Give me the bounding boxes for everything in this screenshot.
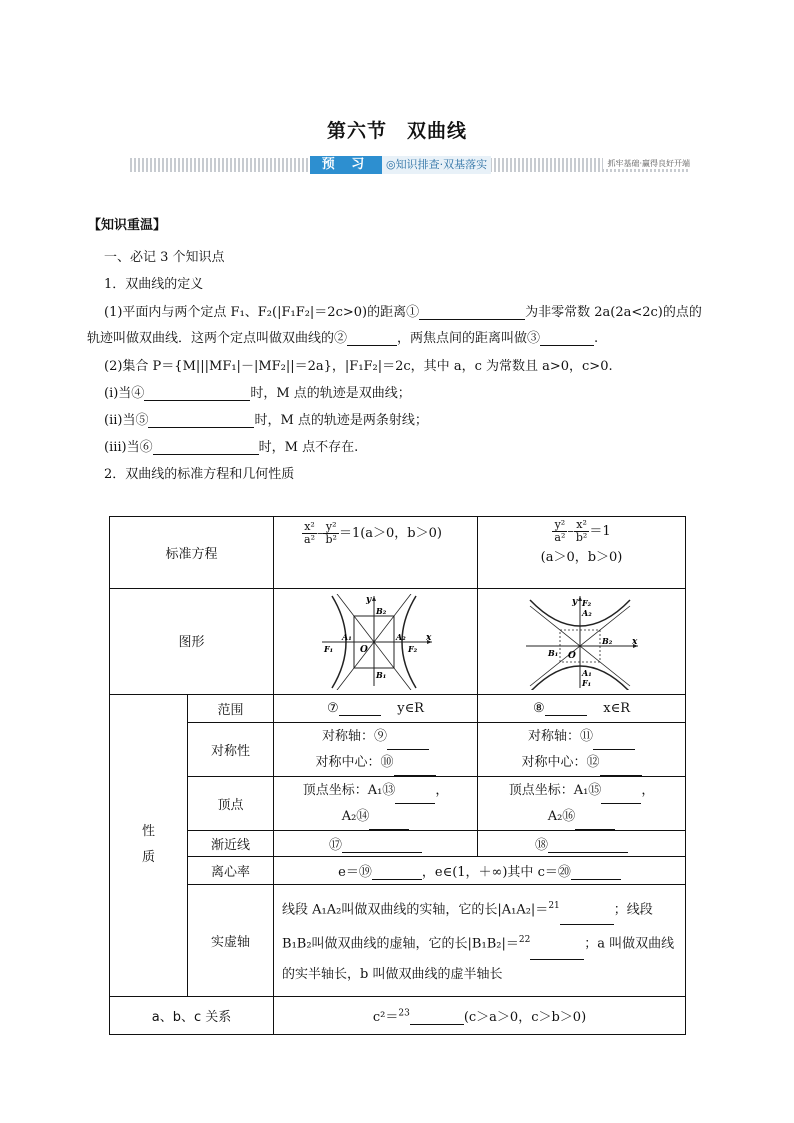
equation-1: $\frac{\text{x²}}{\text{a²}}$ – $\frac{\text{y²}}{\text{b²}}$ ＝1(a＞0，b＞0) — [274, 517, 478, 589]
symmetry-2: 对称轴：⑪ 对称中心：⑫ — [478, 723, 686, 777]
banner-tag: 预 习 — [310, 156, 382, 174]
blank-1 — [419, 305, 525, 320]
row-abc — [110, 996, 686, 1034]
row-range — [110, 695, 686, 723]
range-1: ⑦ y∈R — [274, 695, 478, 723]
svg-text:B₂: B₂ — [601, 635, 612, 646]
text-line-6a: (ⅰ)当④ — [104, 386, 145, 401]
text-line-3a: (1)平面内与两个定点 F₁、F₂(|F₁F₂|＝2c>0)的距离① — [104, 305, 420, 320]
label-figure: 图形 — [110, 589, 274, 695]
hyperbola-y-figure — [522, 594, 642, 690]
text-line-8 — [104, 436, 358, 455]
label-symmetry: 对称性 — [188, 723, 274, 777]
text-line-3b: 为非零常数 2a(2a<2c)的点的 — [525, 305, 702, 320]
text-line-4c: . — [594, 331, 599, 346]
label-abc: a、b、c 关系 — [110, 996, 274, 1034]
svg-text:F₂: F₂ — [581, 597, 591, 608]
blank-5 — [148, 413, 254, 428]
hyperbola-x-figure — [316, 594, 436, 690]
vertex-2: 顶点坐标：A₁⑮ ， A₂⑯ — [478, 777, 686, 831]
svg-text:A₂: A₂ — [581, 607, 592, 618]
label-standard-equation: 标准方程 — [110, 517, 274, 589]
text-line-4a: 轨迹叫做双曲线．这两个定点叫做双曲线的② — [87, 331, 348, 346]
text-line-4b: ，两焦点间的距离叫做③ — [397, 331, 541, 346]
properties-table — [109, 516, 686, 1035]
text-line-9: 2．双曲线的标准方程和几何性质 — [104, 467, 295, 482]
vertex-1: 顶点坐标：A₁⑬ ， A₂⑭ — [274, 777, 478, 831]
svg-text:B₁: B₁ — [547, 647, 558, 658]
label-asymptote: 渐近线 — [188, 831, 274, 857]
svg-text:A₁: A₁ — [341, 631, 352, 642]
blank-4 — [144, 386, 250, 401]
svg-text:B₁: B₁ — [375, 669, 386, 680]
equation-2: $\frac{\text{y²}}{\text{a²}}$ – $\frac{\text{x²}}{\text{b²}}$ ＝1 (a＞0，b＞0) — [478, 517, 686, 589]
label-axes: 实虚轴 — [188, 885, 274, 997]
svg-text:F₁: F₁ — [581, 677, 591, 688]
text-line-4 — [87, 327, 598, 346]
text-line-8b: 时，M 点不存在. — [258, 440, 359, 455]
text-line-7b: 时，M 点的轨迹是两条射线； — [254, 413, 428, 428]
svg-text:A₂: A₂ — [395, 631, 406, 642]
section-banner — [130, 156, 690, 174]
text-line-7 — [104, 409, 428, 428]
section-label: 【知识重温】 — [88, 218, 167, 233]
text-line-6 — [104, 382, 411, 401]
row-symmetry — [110, 723, 686, 777]
figure-1-cell — [274, 589, 478, 695]
figure-2-cell — [478, 589, 686, 695]
page-title: 第六节 双曲线 — [326, 120, 467, 142]
blank-2 — [347, 331, 397, 346]
text-line-6b: 时，M 点的轨迹是双曲线； — [250, 386, 411, 401]
text-line-3 — [104, 301, 702, 320]
text-line-1: 一、必记 3 个知识点 — [104, 250, 225, 265]
row-figure — [110, 589, 686, 695]
svg-text:y: y — [571, 596, 577, 607]
text-line-5: (2)集合 P＝{M|||MF₁|－|MF₂||＝2a}，|F₁F₂|＝2c，其中 a，c 为常数且 a>0，c>0. — [104, 359, 613, 374]
svg-text:A₁: A₁ — [581, 667, 592, 678]
row-eccentricity — [110, 857, 686, 885]
svg-text:F₁: F₁ — [323, 643, 333, 654]
range-2: ⑧ x∈R — [478, 695, 686, 723]
text-line-7a: (ⅱ)当⑤ — [104, 413, 149, 428]
blank-3 — [540, 331, 594, 346]
axes-content: 线段 A₁A₂叫做双曲线的实轴，它的长|A₁A₂|＝$^{21}$ ；线段 B₁B₂叫做双曲线的虚轴，它的长|B₁B₂|＝$^{22}$ ；a 叫做双曲线的实半轴长，b 叫做双曲线的虚半轴长 — [274, 885, 686, 997]
svg-text:B₂: B₂ — [375, 605, 386, 616]
label-vertex: 顶点 — [188, 777, 274, 831]
banner-subtitle: ◎知识排查·双基落实 — [382, 156, 491, 174]
label-properties: 性 质 — [110, 695, 188, 997]
row-asymptote — [110, 831, 686, 857]
eccentricity-content: e＝⑲ ，e∈(1，＋∞)其中 c＝⑳ — [274, 857, 686, 885]
svg-text:F₂: F₂ — [407, 643, 417, 654]
row-axes — [110, 885, 686, 997]
asymptote-2: ⑱ — [478, 831, 686, 857]
svg-text:O: O — [567, 650, 576, 661]
blank-6 — [153, 440, 259, 455]
text-line-8a: (ⅲ)当⑥ — [104, 440, 153, 455]
fig1-y-label: y — [365, 594, 371, 605]
abc-content: c²＝$^{23}$ (c＞a＞0，c＞b＞0) — [274, 996, 686, 1034]
banner-slogan: 抓牢基础·赢得良好开端 — [603, 158, 690, 169]
row-vertex — [110, 777, 686, 831]
asymptote-1: ⑰ — [274, 831, 478, 857]
svg-text:x: x — [631, 636, 637, 647]
symmetry-1: 对称轴：⑨ 对称中心：⑩ — [274, 723, 478, 777]
label-range: 范围 — [188, 695, 274, 723]
row-standard-equation — [110, 517, 686, 589]
svg-text:x: x — [425, 632, 431, 643]
label-eccentricity: 离心率 — [188, 857, 274, 885]
svg-text:O: O — [359, 644, 368, 655]
text-line-2: 1．双曲线的定义 — [104, 277, 204, 292]
